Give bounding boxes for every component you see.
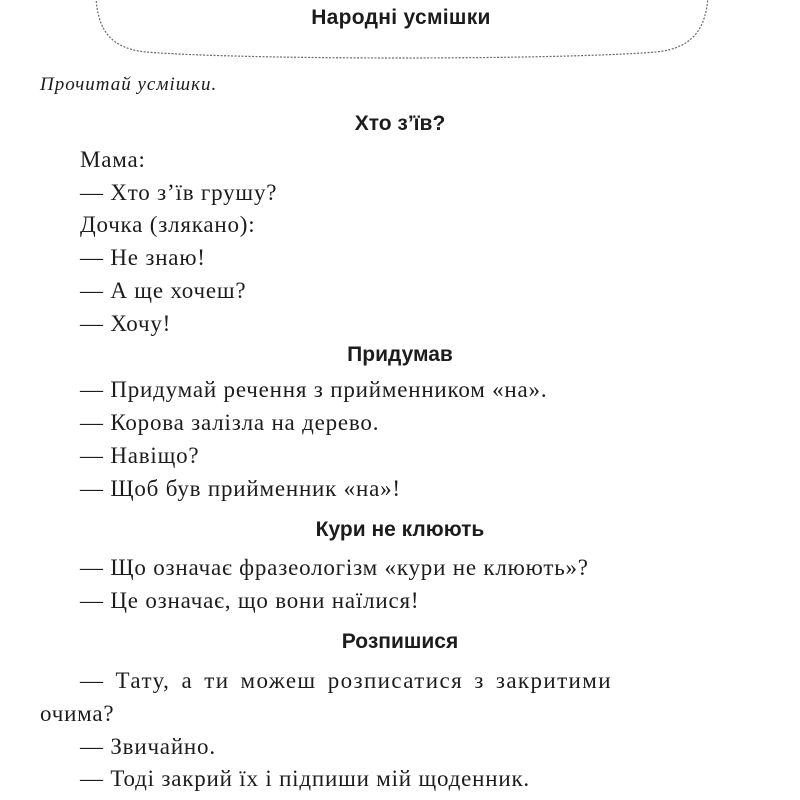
story-line: — Не знаю! — [80, 245, 206, 270]
story-heading: Хто з’їв? — [354, 112, 446, 135]
story-line: очима? — [40, 701, 115, 726]
story-line: — Що означає фразеологізм «кури не клюють»? — [80, 555, 589, 580]
story-line: — А ще хочеш? — [80, 278, 247, 303]
story-heading: Придумав — [347, 343, 453, 366]
story-line: — Хто з’їв грушу? — [80, 180, 278, 205]
story-line: — Це означає, що вони наїлися! — [80, 588, 420, 613]
story-line: — Придумай речення з прийменником «на». — [80, 377, 548, 402]
instruction-text: Прочитай усмішки. — [40, 74, 218, 95]
story-line: Дочка (злякано): — [80, 212, 256, 237]
story-line: — Корова залізла на дерево. — [80, 410, 380, 435]
story-line: Мама: — [80, 147, 146, 172]
story-line: — Звичайно. — [80, 734, 216, 759]
story-line: — Щоб був прийменник «на»! — [80, 476, 401, 501]
title-banner — [86, 0, 716, 60]
story-line: — Тату, а ти можеш розписатися з закритими — [80, 668, 612, 693]
page-title: Народні усмішки — [311, 6, 491, 29]
story-line: — Хочу! — [80, 311, 172, 336]
story-heading: Розпишися — [341, 630, 459, 653]
story-heading: Кури не клюють — [315, 518, 485, 541]
story-line: — Тоді закрий їх і підпиши мій щоденник. — [80, 766, 530, 791]
story-line: — Навіщо? — [80, 443, 200, 468]
